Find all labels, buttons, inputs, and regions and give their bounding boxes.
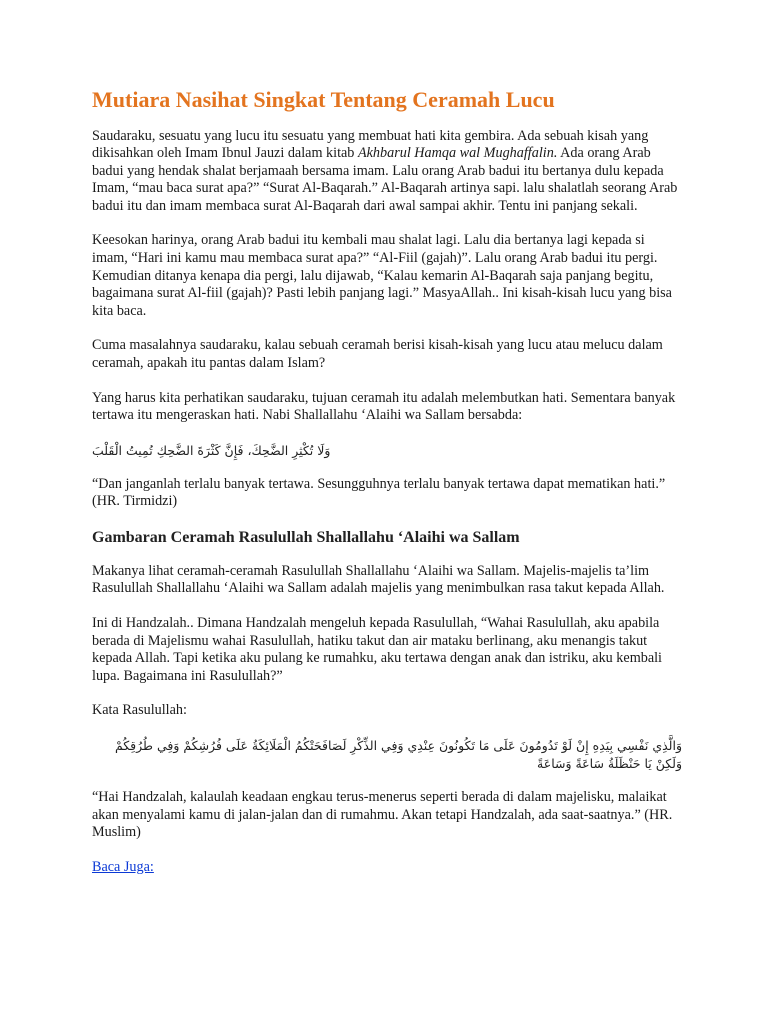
book-title: Akhbarul Hamqa wal Mughaffalin. — [357, 145, 558, 162]
section-heading: Gambaran Ceramah Rasulullah Shallallahu ‘Alaihi wa Sallam — [92, 529, 520, 546]
read-also-line — [92, 859, 682, 877]
paragraph-8: Kata Rasulullah: — [92, 702, 187, 719]
paragraph-6: Makanya lihat ceramah-ceramah Rasulullah Shallallahu ‘Alaihi wa Sallam. Majelis-majelis ta’lim Rasulullah Shallallahu ‘Alaihi wa Sallam adalah majelis yang menimbulkan rasa takut kepada Allah. — [92, 562, 665, 597]
article-body — [92, 86, 682, 893]
arabic-hadith-2: وَالَّذِي نَفْسِي بِيَدِهِ إِنْ لَوْ تَدُومُونَ عَلَى مَا تَكُونُونَ عِنْدِي وَفِي الذِّكْرِ لَصَافَحَتْكُمُ الْمَلَائِكَةُ عَلَى فُرُشِكُمْ وَفِي طُرُقِكُمْ وَلَكِنْ يَا حَنْظَلَةُ سَاعَةً وَسَاعَةً — [114, 737, 682, 771]
paragraph-2: Keesokan harinya, orang Arab badui itu kembali mau shalat lagi. Lalu dia bertanya lagi kepada si imam, “Hari ini kamu mau membaca surat apa?” “Al-Fiil (gajah)”. Lalu orang Arab badui itu pergi. Kemudian ditanya kenapa dia pergi, lalu dijawab, “Kalau kemarin Al-Baqarah saja panjang begitu, bagaimana surat Al-fiil (gajah)? Pasti lebih panjang lagi.” MasyaAllah.. Ini kisah-kisah lucu yang bisa kita baca. — [92, 232, 672, 319]
paragraph-4: Yang harus kita perhatikan saudaraku, tujuan ceramah itu adalah melembutkan hati. Sementara banyak tertawa itu mengeraskan hati. Nabi Shallallahu ‘Alaihi wa Sallam bersabda: — [92, 389, 676, 424]
arabic-hadith-1: وَلَا تُكْثِرِ الضَّحِكَ، فَإِنَّ كَثْرَةَ الضَّحِكِ تُمِيتُ الْقَلْبَ — [92, 442, 331, 458]
paragraph-3: Cuma masalahnya saudaraku, kalau sebuah ceramah berisi kisah-kisah yang lucu atau melucu dalam ceramah, apakah itu pantas dalam Islam? — [92, 337, 663, 372]
paragraph-1-intro: Saudaraku, sesuatu yang lucu itu sesuatu yang membuat hati kita gembira. Ada sebuah kisah yang dikisahkan oleh Imam Ibnul Jauzi dalam kitab — [92, 127, 649, 162]
paragraph-1 — [92, 128, 682, 216]
paragraph-9: “Hai Handzalah, kalaulah keadaan engkau terus-menerus seperti berada di dalam majelisku, malaikat akan menyalami kamu di jalan-jalan dan di rumahmu. Akan tetapi Handzalah, ada saat-saatnya.” (HR. Muslim) — [92, 788, 673, 841]
paragraph-1-rest: Ada orang Arab badui yang hendak shalat berjamaah bersama imam. Lalu orang Arab badui itu bertanya dulu kepada Imam, “mau baca surat apa?” “Surat Al-Baqarah.” Al-Baqarah artinya sapi. lalu shalatlah seorang Arab badui itu dan imam membaca surat Al-Baqarah dari awal sampai akhir. Tentu ini panjang sekali. — [92, 145, 678, 214]
paragraph-5: “Dan janganlah terlalu banyak tertawa. Sesungguhnya terlalu banyak tertawa dapat mematikan hati.” (HR. Tirmidzi) — [92, 475, 666, 510]
article-title: Mutiara Nasihat Singkat Tentang Ceramah Lucu — [92, 87, 555, 112]
paragraph-7: Ini di Handzalah.. Dimana Handzalah mengeluh kepada Rasulullah, “Wahai Rasulullah, aku apabila berada di Majelismu wahai Rasulullah, hatiku takut dan air mataku berlinang, aku menangis takut kepada Allah. Tapi ketika aku pulang ke rumahku, aku tertawa dengan anak dan istriku, aku kembali lupa. Bagaimana ini Rasulullah?” — [92, 614, 662, 684]
read-also-link[interactable]: Baca Juga: — [92, 858, 154, 875]
